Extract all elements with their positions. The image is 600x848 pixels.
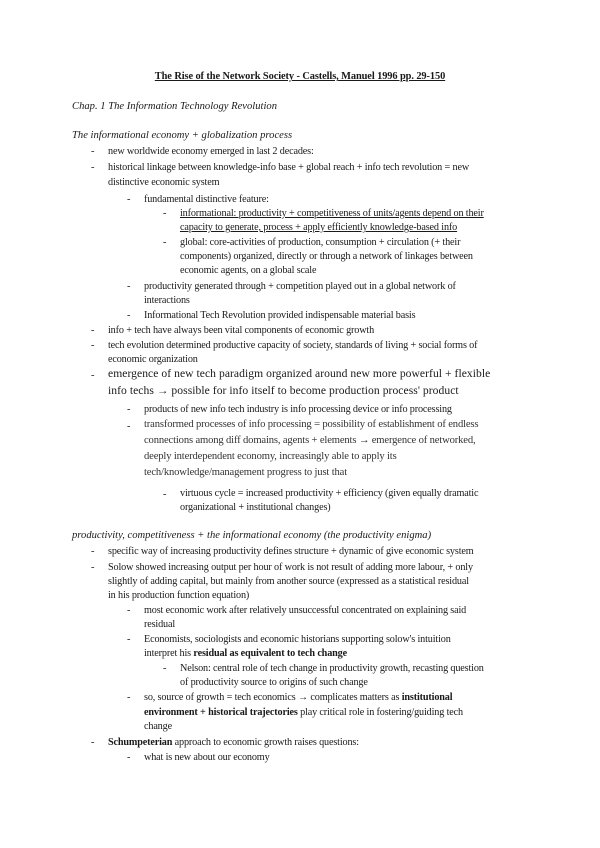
chapter-heading: Chap. 1 The Information Technology Revolution — [72, 101, 277, 112]
list-item-continued: connections among diff domains, agents + elements → emergence of networked, — [144, 435, 476, 446]
bullet-dash: - — [91, 340, 95, 351]
bullet-dash: - — [127, 310, 131, 321]
list-item-continued: deeply interdependent economy, increasingly able to apply its — [144, 451, 397, 462]
list-item-global: global: core-activities of production, consumption + circulation (+ their — [180, 237, 461, 248]
list-item-continued: economic organization — [108, 354, 198, 365]
list-item: Solow showed increasing output per hour of work is not result of adding more labour, + only — [108, 562, 473, 573]
text-run: so, source of growth = tech economics → complicates matters as — [144, 692, 402, 703]
list-item-continued: change — [144, 721, 172, 732]
bullet-dash: - — [91, 546, 95, 557]
list-item — [144, 691, 452, 706]
bullet-dash: - — [91, 737, 95, 748]
list-item-continued: info techs → possible for info itself to become production process' product — [108, 384, 459, 397]
list-item: transformed processes of info processing = possibility of establishment of endless — [144, 419, 479, 430]
bullet-dash: - — [163, 489, 167, 500]
list-item: Nelson: central role of tech change in productivity growth, recasting question — [180, 663, 484, 674]
text-run: interpret his — [144, 648, 194, 659]
list-item: what is new about our economy — [144, 752, 270, 763]
bullet-dash: - — [163, 208, 167, 219]
list-item-continued: tech/knowledge/management progress to just that — [144, 467, 348, 478]
bullet-dash: - — [91, 562, 95, 573]
list-item-continued: interactions — [144, 295, 190, 306]
list-item: products of new info tech industry is info processing device or info processing — [144, 404, 452, 415]
list-item: virtuous cycle = increased productivity + efficiency (given equally dramatic — [180, 488, 479, 499]
list-item: info + tech have always been vital components of economic growth — [108, 325, 375, 336]
bullet-dash: - — [91, 370, 95, 381]
list-item: new worldwide economy emerged in last 2 decades: — [108, 146, 314, 157]
text-run: play critical role in fostering/guiding tech — [297, 707, 463, 718]
list-item: Economists, sociologists and economic historians supporting solow's intuition — [144, 634, 451, 645]
bullet-dash: - — [91, 146, 95, 157]
bullet-dash: - — [127, 605, 131, 616]
bold-phrase: environment + historical trajectories — [144, 707, 298, 718]
list-item-continued: in his production function equation) — [108, 590, 250, 601]
list-item: productivity generated through + competition played out in a global network of — [144, 281, 456, 292]
bullet-dash: - — [91, 162, 95, 173]
bullet-dash: - — [127, 752, 131, 763]
list-item-continued: distinctive economic system — [108, 177, 220, 188]
list-item: most economic work after relatively unsuccessful concentrated on explaining said — [144, 605, 467, 616]
bold-phrase: institutional — [401, 692, 453, 703]
bullet-dash: - — [163, 237, 167, 248]
section-heading-informational-economy: The informational economy + globalization process — [72, 130, 293, 141]
list-item-continued: components) organized, directly or through a network of linkages between — [180, 251, 473, 262]
document-title: The Rise of the Network Society - Castells, Manuel 1996 pp. 29-150 — [154, 71, 446, 82]
list-item-continued — [144, 706, 463, 721]
list-item-large: emergence of new tech paradigm organized around new more powerful + flexible — [108, 367, 491, 380]
list-item: tech evolution determined productive capacity of society, standards of living + social forms of — [108, 340, 478, 351]
bullet-dash: - — [91, 325, 95, 336]
bold-phrase: residual as equivalent to tech change — [193, 648, 347, 659]
bullet-dash: - — [127, 421, 131, 432]
list-item-continued: slightly of adding capital, but mainly from another source (expressed as a statistical residual — [108, 576, 469, 587]
list-item: historical linkage between knowledge-info base + global reach + info tech revolution = new — [108, 162, 470, 173]
bullet-dash: - — [127, 404, 131, 415]
section-heading-productivity: productivity, competitiveness + the informational economy (the productivity enigma) — [72, 530, 432, 541]
text-run: approach to economic growth raises questions: — [172, 737, 359, 748]
list-item: fundamental distinctive feature: — [144, 194, 269, 205]
bullet-dash: - — [127, 194, 131, 205]
bullet-dash: - — [127, 281, 131, 292]
list-item: Informational Tech Revolution provided indispensable material basis — [144, 310, 416, 321]
list-item-continued: economic agents, on a global scale — [180, 265, 317, 276]
list-item-continued: of productivity source to origins of such change — [180, 677, 368, 688]
list-item: specific way of increasing productivity defines structure + dynamic of give economic system — [108, 546, 474, 557]
list-item-continued: organizational + institutional changes) — [180, 502, 331, 513]
list-item — [108, 736, 359, 751]
bullet-dash: - — [127, 692, 131, 703]
list-item-continued: residual — [144, 619, 176, 630]
bullet-dash: - — [163, 663, 167, 674]
bullet-dash: - — [127, 634, 131, 645]
bold-phrase: Schumpeterian — [108, 737, 173, 748]
list-item-informational: informational: productivity + competitiveness of units/agents depend on their — [180, 208, 484, 219]
list-item-continued: capacity to generate, process + apply efficiently knowledge-based info — [180, 222, 458, 233]
list-item-continued — [144, 647, 347, 662]
